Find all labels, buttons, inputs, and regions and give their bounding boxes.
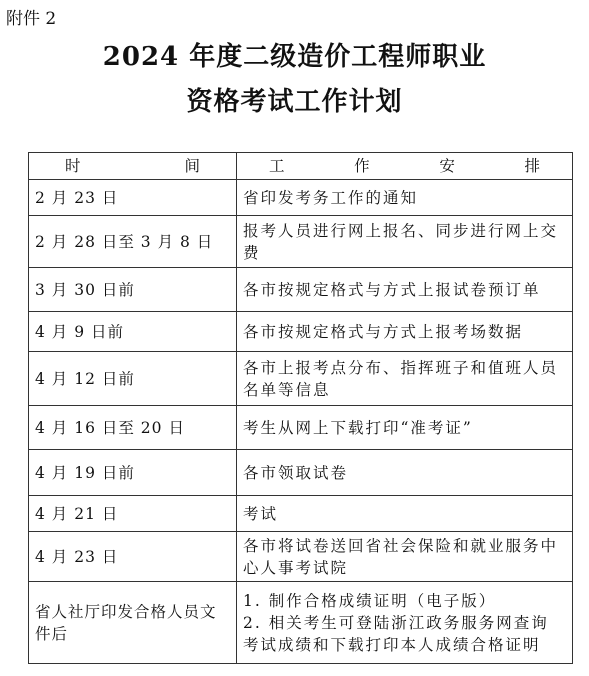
work-item: 1. 制作合格成绩证明（电子版） bbox=[243, 591, 497, 610]
table-header-row bbox=[29, 153, 573, 180]
page-title-line-2: 资格考试工作计划 bbox=[186, 87, 403, 117]
row-time: 省人社厅印发合格人员文件后 bbox=[29, 582, 237, 664]
row-time: 4 月 16 日至 20 日 bbox=[29, 406, 237, 450]
row-time: 4 月 21 日 bbox=[29, 496, 237, 532]
attachment-label: 附件 2 bbox=[6, 9, 57, 29]
header-work-char: 工 bbox=[269, 157, 285, 175]
header-time-char: 间 bbox=[184, 157, 200, 175]
schedule-table bbox=[28, 152, 573, 664]
row-work: 省印发考务工作的通知 bbox=[237, 180, 573, 216]
table-row bbox=[29, 406, 573, 450]
row-work: 各市上报考点分布、指挥班子和值班人员名单等信息 bbox=[237, 352, 573, 406]
row-work: 各市将试卷送回省社会保险和就业服务中心人事考试院 bbox=[237, 532, 573, 582]
table-row bbox=[29, 496, 573, 532]
row-work: 各市按规定格式与方式上报考场数据 bbox=[237, 312, 573, 352]
row-work: 报考人员进行网上报名、同步进行网上交费 bbox=[237, 216, 573, 268]
table-row bbox=[29, 582, 573, 664]
work-item: 2. 相关考生可登陆浙江政务服务网查询考试成绩和下载打印本人成绩合格证明 bbox=[243, 613, 549, 654]
row-work: 考生从网上下载打印“准考证” bbox=[237, 406, 573, 450]
row-time: 3 月 30 日前 bbox=[29, 268, 237, 312]
table-row bbox=[29, 180, 573, 216]
header-work-char: 作 bbox=[354, 157, 370, 175]
row-work: 各市按规定格式与方式上报试卷预订单 bbox=[237, 268, 573, 312]
table-row bbox=[29, 532, 573, 582]
row-time: 4 月 23 日 bbox=[29, 532, 237, 582]
header-work-char: 安 bbox=[439, 157, 455, 175]
row-work bbox=[237, 582, 573, 664]
row-time: 2 月 28 日至 3 月 8 日 bbox=[29, 216, 237, 268]
page-title-line-1: 2024 年度二级造价工程师职业 bbox=[102, 42, 487, 72]
header-time bbox=[29, 153, 237, 180]
row-time: 4 月 12 日前 bbox=[29, 352, 237, 406]
header-work bbox=[237, 153, 573, 180]
header-work-char: 排 bbox=[524, 157, 540, 175]
row-time: 2 月 23 日 bbox=[29, 180, 237, 216]
table-row bbox=[29, 352, 573, 406]
table-row bbox=[29, 312, 573, 352]
table-row bbox=[29, 268, 573, 312]
row-time: 4 月 19 日前 bbox=[29, 450, 237, 496]
table-row bbox=[29, 450, 573, 496]
row-time: 4 月 9 日前 bbox=[29, 312, 237, 352]
row-work: 考试 bbox=[237, 496, 573, 532]
table-row bbox=[29, 216, 573, 268]
row-work: 各市领取试卷 bbox=[237, 450, 573, 496]
header-time-char: 时 bbox=[65, 157, 81, 175]
